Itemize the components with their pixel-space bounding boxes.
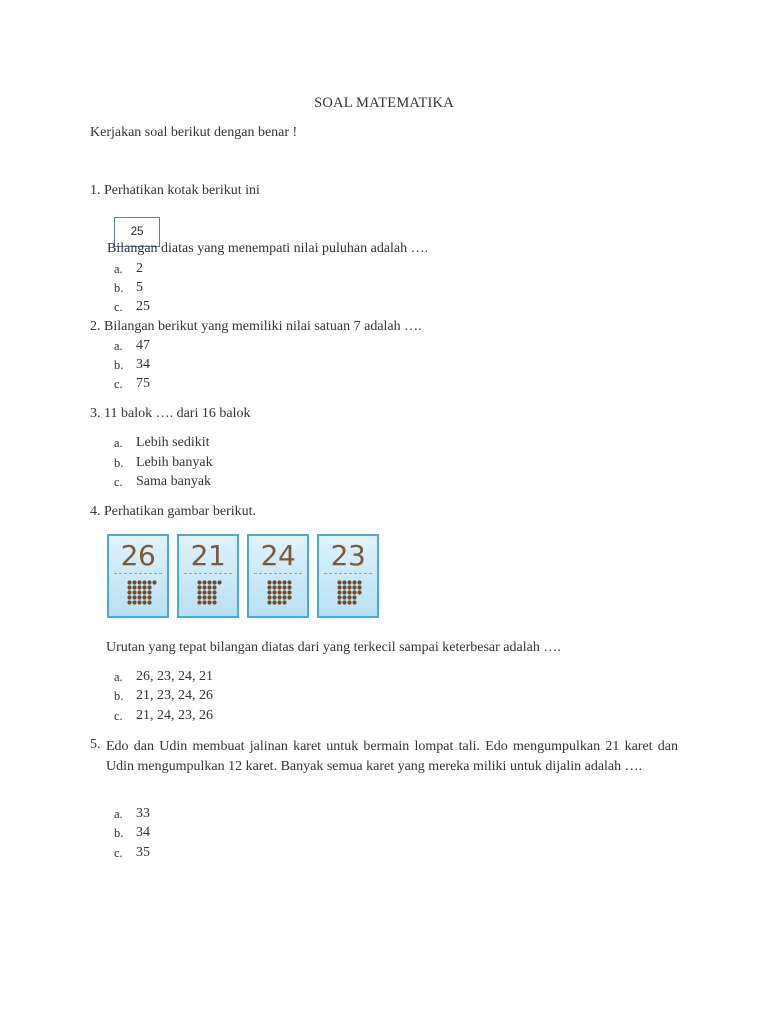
bead [147,590,151,594]
bead [277,580,281,584]
number-card [177,534,239,618]
bead [197,585,201,589]
instruction: Kerjakan soal berikut dengan benar ! [90,125,298,140]
question-3: 3. 11 balok …. dari 16 balok [90,406,251,421]
bead [197,590,201,594]
bead [217,580,221,584]
question-4: 4. Perhatikan gambar berikut. [90,504,257,519]
bead [137,585,141,589]
page-title: SOAL MATEMATIKA [314,95,454,111]
bead [132,600,136,604]
bead [202,595,206,599]
bead [202,600,206,604]
bead [347,590,351,594]
bead [342,580,346,584]
bead [272,585,276,589]
bead [197,600,201,604]
bead [137,580,141,584]
bead [287,595,291,599]
bead [267,595,271,599]
bead [277,600,281,604]
bead [342,600,346,604]
bead [287,590,291,594]
bead [147,595,151,599]
number-card [317,534,379,618]
bead [337,600,341,604]
bead [357,580,361,584]
bead [287,585,291,589]
bead [347,580,351,584]
number-card [247,534,309,618]
bead [272,590,276,594]
bead [127,590,131,594]
bead [337,580,341,584]
bead [272,595,276,599]
bead [267,580,271,584]
bead-group-icon [197,580,227,610]
card-number: 26 [120,539,156,572]
bead [357,590,361,594]
card-number: 21 [190,539,226,572]
number-box-value: 25 [130,226,144,238]
bead [282,590,286,594]
bead-group-icon [267,580,297,610]
bead [347,585,351,589]
bead [197,595,201,599]
bead [277,590,281,594]
bead [342,585,346,589]
bead [207,580,211,584]
bead [147,600,151,604]
bead [267,590,271,594]
bead [212,590,216,594]
bead [142,590,146,594]
bead [202,585,206,589]
bead [337,585,341,589]
bead [137,595,141,599]
bead [337,590,341,594]
number-card [107,534,169,618]
bead [267,585,271,589]
bead [132,585,136,589]
bead [212,585,216,589]
bead [347,600,351,604]
bead [342,590,346,594]
bead [132,595,136,599]
bead [352,600,356,604]
bead [272,600,276,604]
bead [287,580,291,584]
bead [207,585,211,589]
card-number: 23 [330,539,366,572]
bead [352,590,356,594]
bead-group-icon [337,580,367,610]
bead [202,590,206,594]
bead [207,595,211,599]
bead [277,585,281,589]
question-5-number: 5. [90,737,101,752]
bead [282,600,286,604]
bead [352,580,356,584]
question-2: 2. Bilangan berikut yang memiliki nilai satuan 7 adalah …. [90,319,422,334]
bead [282,585,286,589]
bead [142,595,146,599]
bead [272,580,276,584]
card-number: 24 [260,539,296,572]
bead [282,580,286,584]
bead [342,595,346,599]
bead [147,580,151,584]
question-4-sub: Urutan yang tepat bilangan diatas dari yang terkecil sampai keterbesar adalah …. [106,640,561,655]
bead [147,585,151,589]
bead [142,600,146,604]
bead [127,600,131,604]
bead [352,585,356,589]
bead [197,580,201,584]
question-5: Edo dan Udin membuat jalinan karet untuk bermain lompat tali. Edo mengumpulkan 21 karet dan Udin mengumpulkan 12 karet. Banyak semua karet yang mereka miliki untuk dijalin adalah …. [106,739,678,774]
bead [212,600,216,604]
bead [132,590,136,594]
bead [337,595,341,599]
bead [347,595,351,599]
bead [212,580,216,584]
bead [282,595,286,599]
bead [132,580,136,584]
bead [207,590,211,594]
bead [207,600,211,604]
bead [352,595,356,599]
bead-group-icon [127,580,157,610]
bead [357,585,361,589]
bead [212,595,216,599]
bead [137,590,141,594]
bead [142,585,146,589]
bead [127,595,131,599]
bead [137,600,141,604]
bead [127,580,131,584]
bead [277,595,281,599]
bead [267,600,271,604]
bead [127,585,131,589]
bead [202,580,206,584]
bead [142,580,146,584]
question-1-sub: Bilangan diatas yang menempati nilai puluhan adalah …. [107,241,429,256]
question-1: 1. Perhatikan kotak berikut ini [90,183,260,198]
bead [152,580,156,584]
